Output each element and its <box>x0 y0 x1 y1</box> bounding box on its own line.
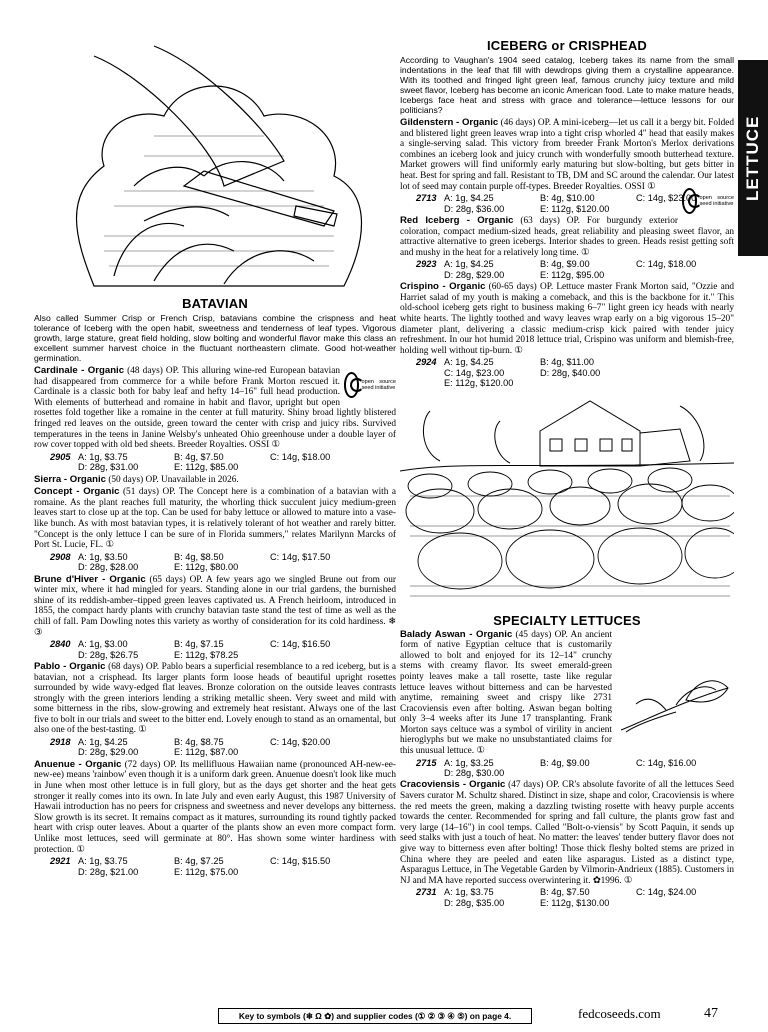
batavian-intro: Also called Summer Crisp or French Crisp, batavians combine the crispness and heat tolerance of Iceberg with the open habit, sweetness and tenderness of leaf types. Vigorous growth, large stature, great field holding, slow bolting and wonderful flavor make this class an excellent summer harvest choice in the fluctuant northeastern climate. Good hot-weather germination. <box>34 313 396 363</box>
variety-description: (50 days) OP. Unavailable in 2026. <box>108 474 239 485</box>
item-code: 2905 <box>50 451 71 462</box>
price-b[interactable]: B: 4g, $7.25 <box>174 856 224 867</box>
price-table <box>416 887 734 908</box>
variety-name: Cardinale - Organic <box>34 365 125 376</box>
item-code: 2923 <box>416 259 437 270</box>
variety-cracoviensis <box>400 780 734 908</box>
price-a[interactable]: A: 1g, $3.75 <box>78 451 128 462</box>
price-d[interactable]: D: 28g, $29.00 <box>78 747 139 758</box>
price-c[interactable]: C: 14g, $16.50 <box>270 639 331 650</box>
item-code: 2715 <box>416 757 437 768</box>
variety-description: (60-65 days) OP. Lettuce master Frank Morton said, "Ozzie and Harriet salad of my youth is making a comeback, and this is the backbone for it." This old-school iceberg gets right to business making 6–7" light green icy heads with nearly white hearts. The lightly toothed and wavy leaves wrap early on a big vigorous 15–20" diameter plant, delivering a classic medium-crisp kick paired with tender juicy refreshment. In our hot humid 2018 lettuce trial, Crispino was uniform and blemish-free, holding well without tip-burn. ① <box>400 282 734 356</box>
price-a[interactable]: A: 1g, $3.00 <box>78 639 128 650</box>
price-a[interactable]: A: 1g, $4.25 <box>78 737 128 748</box>
section-tab-lettuce: LETTUCE <box>738 60 768 256</box>
price-c[interactable]: C: 14g, $24.00 <box>636 887 697 898</box>
item-code: 2918 <box>50 737 71 748</box>
price-d[interactable]: D: 28g, $21.00 <box>78 866 139 877</box>
price-c[interactable]: C: 14g, $17.50 <box>270 551 331 562</box>
price-c[interactable]: C: 14g, $18.00 <box>636 259 697 270</box>
variety-anuenue <box>34 760 396 877</box>
item-code: 2908 <box>50 551 71 562</box>
variety-description: (63 days) OP. For burgundy exterior coloration, compact medium-sized heads, great reliability and pleasing sweet flavor, an attractive alternative to green icebergs. Interior shades to green. Heads resist getting soft and mushy in the heat for a relatively long time. ① <box>400 215 734 258</box>
price-c[interactable]: C: 14g, $18.00 <box>270 451 331 462</box>
price-c[interactable]: C: 14g, $23.00 <box>444 367 505 378</box>
variety-pablo <box>34 662 396 758</box>
left-column <box>34 36 396 879</box>
price-a[interactable]: A: 1g, $3.25 <box>444 757 494 768</box>
price-b[interactable]: B: 4g, $9.00 <box>540 259 590 270</box>
variety-name: Sierra - Organic <box>34 473 106 485</box>
price-c[interactable]: C: 14g, $20.00 <box>270 737 331 748</box>
price-table <box>416 758 734 779</box>
price-b[interactable]: B: 4g, $7.15 <box>174 639 224 650</box>
variety-cardinale <box>34 366 396 473</box>
ossi-logo-icon: open source seed initiative <box>682 184 734 218</box>
price-a[interactable]: A: 1g, $4.25 <box>444 259 494 270</box>
item-code: 2713 <box>416 193 437 204</box>
variety-gildenstern <box>400 118 734 214</box>
variety-brune-dhiver <box>34 575 396 660</box>
price-b[interactable]: B: 4g, $8.75 <box>174 737 224 748</box>
price-table <box>50 639 396 660</box>
variety-description: (48 days) OP. This alluring wine-red European batavian had disappeared from commerce for a while before Frank Morton rescued it. Cardinale is a classic both for baby leaf and hefty 14–16" full head production. With elements of butterhead and romaine in habit and flavor, upright but open rosettes fold together like a romaine in the center at full maturity. Shiny broad lightly blistered fringed red leaves on the outside, green toward the center with crisp and juicy ribs. Survived temperatures in the teens in Janine Welsby's unheated Ohio greenhouse under a double layer of row cover topped with old bed sheets. Breeder Royalties. OSSI ① <box>34 366 396 451</box>
lettuce-field-farmhouse-illustration <box>400 391 734 609</box>
price-d[interactable]: D: 28g, $40.00 <box>540 367 601 378</box>
price-e[interactable]: E: 112g, $130.00 <box>540 897 610 908</box>
variety-description: (47 days) OP. CR's absolute favorite of all the lettuces Seed Savers curator M. Schultz shared. Distinct in size, shape and color, Cracoviensis is where the red meets the green, making a dazzling twisting rosette with heavy purple accents towards the center. Recommended for spring and fall culture, the plants grow fast and very large (14–16") in cool temps. Called "Bolt-o-viensis" by Scott Paquin, it sends up seed stalks with just a touch of heat. No matter: the leaves' tender buttery flavor does not give way to bitterness even after bolting! Those thick fleshy bolted stems are prized in China where they are peeled and eaten like asparagus. Listed as a distinct type, Asparagus Lettuce, in The Vegetable Garden by Vilmorin-Andrieux (1885). Customers in NJ and MA have reported success overwintering it. ✿1996. ① <box>400 780 734 886</box>
price-a[interactable]: A: 1g, $3.50 <box>78 551 128 562</box>
item-code: 2924 <box>416 357 437 368</box>
price-a[interactable]: A: 1g, $4.25 <box>444 193 494 204</box>
symbol-key-note: Key to symbols (❄ Ω ✿) and supplier codes (① ② ③ ④ ⑤) on page 4. <box>218 1008 532 1024</box>
item-code: 2840 <box>50 639 71 650</box>
price-table <box>416 193 697 214</box>
price-d[interactable]: D: 28g, $29.00 <box>444 269 505 280</box>
price-table <box>50 856 396 877</box>
price-b[interactable]: B: 4g, $7.50 <box>540 887 590 898</box>
variety-name: Brune d'Hiver - Organic <box>34 573 146 585</box>
variety-name: Balady Aswan - Organic <box>400 628 513 640</box>
variety-sierra <box>34 475 396 486</box>
celtuce-illustration <box>616 670 734 740</box>
price-a[interactable]: A: 1g, $3.75 <box>444 887 494 898</box>
ossi-logo-icon: open source seed initiative <box>344 368 396 402</box>
variety-description: (46 days) OP. A mini-iceberg—let us call it a bergy bit. Folded and blistered light green leaves wrap into a tight crisp whorled 4" head that easily makes a single-serving salad. This victory from breeder Frank Morton's Merlox derivations combines an iceberg look and juicy crunch with wonderfully smooth butterhead texture. Market growers will find uniformly early maturing but slow-bolting, but gets bitter in heat. Best for spring and fall. Resistant to TB, DM and SC around the calendar. Our latest lot of seed may contain purple off-types. Breeder Royalties. OSSI ① <box>400 118 735 192</box>
variety-name: Concept - Organic <box>34 486 120 498</box>
price-e[interactable]: E: 112g, $95.00 <box>540 269 605 280</box>
price-d[interactable]: D: 28g, $35.00 <box>444 897 505 908</box>
right-column <box>400 36 734 910</box>
price-b[interactable]: B: 4g, $9.00 <box>540 757 590 768</box>
variety-description: (65 days) OP. A few years ago we singled Brune out from our winter mix, where it had mingled for years. Standing alone in our trial gardens, the burnished shine of its reddish-amber–tipped green leaves captivated us. A French heirloom, introduced in 1855, the compact hardy plants with crunchy batavian taste stand the test of time as well as the chill of fall. Pam Dowling notes this variety as worthy of consideration for its cold hardiness. ❄ ③ <box>34 574 397 638</box>
variety-description: (72 days) OP. Its mellifluous Hawaiian name (pronounced AH-new-ee-new-ee) means 'rainbow' even though it is a uniform dark green. Anuenue doesn't look like much in June when most other lettuce is in full glory, but as the days get shorter and the heat gets stronger it really comes into its own. In late July and even early August, this 1987 University of Hawaii introduction has no peers for crispness and sweetness and never develops any bitterness. Slow growth is its secret. It remains compact as it matures, surrounding its round tightly packed heart with crisp outer leaves. About a quarter of the plants show an even more compact form. Unlike most lettuces, seed will germinate at 80°. Has shown some winter hardiness with protection. ① <box>34 759 396 855</box>
price-e[interactable]: E: 112g, $78.25 <box>174 649 239 660</box>
price-e[interactable]: E: 112g, $85.00 <box>174 462 239 473</box>
variety-name: Cracoviensis - Organic <box>400 779 506 791</box>
price-b[interactable]: B: 4g, $10.00 <box>540 193 595 204</box>
variety-description: (45 days) OP. An ancient form of native Egyptian celtuce that is customarily allowed to bolt and enjoyed for its 12–14" crunchy stems with creamy flavor. Its sweet emerald-green pointy leaves make a tall rosette, taste like regular lettuce leaves without bitterness and can be harvested anytime, remaining sweet and crispy like 2731 Cracoviensis even after bolting. Aswan began bolting only 3–4 weeks after its June 17 transplanting. Frank Morton says celtuce was a symbol of virility in ancient hieroglyphs but we make no unsubstantiated claims for this unusual lettuce. ① <box>400 629 612 757</box>
variety-description: (68 days) OP. Pablo bears a superficial resemblance to a red iceberg, but is a batavian, not a crisphead. Its larger plants form loose heads of beautiful upright rosettes surrounded by wide wavy-edged flat leaves. Bronze coloration on the outside leaves contrasts strongly with the green interiors lending a striking metallic sheen. Very sweet and mild with some bitterness in the ribs, slow-growing and extremely heat resistant. Always one of the last five to bolt in our trials and sweet to the bitter end. Lovely enough to stand as an ornamental, but also one of the best-tasting. ① <box>34 661 396 736</box>
variety-balady-aswan <box>400 630 734 779</box>
price-table <box>50 452 396 473</box>
price-d[interactable]: D: 28g, $28.00 <box>78 562 139 573</box>
page-number: 47 <box>704 1006 718 1021</box>
price-e[interactable]: E: 112g, $120.00 <box>540 203 610 214</box>
price-d[interactable]: D: 28g, $30.00 <box>444 768 505 779</box>
price-d[interactable]: D: 28g, $36.00 <box>444 203 505 214</box>
price-e[interactable]: E: 112g, $120.00 <box>444 378 514 389</box>
price-c[interactable]: C: 14g, $16.00 <box>636 757 697 768</box>
price-table <box>50 552 396 573</box>
price-d[interactable]: D: 28g, $31.00 <box>78 462 139 473</box>
variety-name: Pablo - Organic <box>34 660 106 672</box>
variety-name: Red Iceberg - Organic <box>400 214 514 226</box>
price-b[interactable]: B: 4g, $11.00 <box>540 357 594 368</box>
variety-concept <box>34 487 396 572</box>
price-b[interactable]: B: 4g, $8.50 <box>174 551 224 562</box>
item-code: 2731 <box>416 887 437 898</box>
variety-crispino <box>400 282 734 388</box>
batavian-variety-list <box>34 366 396 877</box>
price-c[interactable]: C: 14g, $23.00 <box>636 193 697 204</box>
price-table <box>416 357 734 388</box>
batavian-lettuce-illustration <box>34 36 396 294</box>
price-table <box>50 737 396 758</box>
price-e[interactable]: E: 112g, $87.00 <box>174 747 239 758</box>
price-e[interactable]: E: 112g, $80.00 <box>174 562 239 573</box>
variety-name: Gildenstern - Organic <box>400 117 499 128</box>
price-a[interactable]: A: 1g, $4.25 <box>444 357 494 368</box>
batavian-heading: BATAVIAN <box>182 296 248 311</box>
iceberg-heading: ICEBERG or CRISPHEAD <box>486 38 648 53</box>
variety-name: Anuenue - Organic <box>34 758 122 770</box>
price-d[interactable]: D: 28g, $26.75 <box>78 649 139 660</box>
specialty-heading: SPECIALTY LETTUCES <box>493 612 641 628</box>
variety-name: Crispino - Organic <box>400 281 486 293</box>
variety-description: (51 days) OP. The Concept here is a combination of a batavian with a romaine. As the plant reaches full maturity, the whorling thick succulent juicy medium-green leaves start to close up at the top. Can be used for baby lettuce or allowed to mature into a vase-like bunch. As with most batavian types, it is relatively tolerant of hot weather and rarely bitter. "Concept is the only lettuce I can be sure of in Florida summers," relates Marilynn Marcks of Port St. Lucie, FL. ① <box>34 487 396 551</box>
variety-red-iceberg <box>400 216 734 280</box>
price-e[interactable]: E: 112g, $75.00 <box>174 866 239 877</box>
price-table <box>416 259 734 280</box>
price-b[interactable]: B: 4g, $7.50 <box>174 451 224 462</box>
website-link[interactable]: fedcoseeds.com <box>578 1006 661 1021</box>
item-code: 2921 <box>50 856 71 867</box>
price-a[interactable]: A: 1g, $3.75 <box>78 856 128 867</box>
iceberg-intro: According to Vaughan's 1904 seed catalog, Iceberg takes its name from the small indentations in the leaf that fill with dewdrops giving them a crystalline appearance. With its toothed and fringed light green leaf, famous crunchy juicy texture and mild sweet flavor, Iceberg has become an iconic American food. Late to make mature heads, Icebergs face heat and stress with grace and tolerance—lettuce lessons for our politicians? <box>400 55 734 115</box>
price-c[interactable]: C: 14g, $15.50 <box>270 856 331 867</box>
